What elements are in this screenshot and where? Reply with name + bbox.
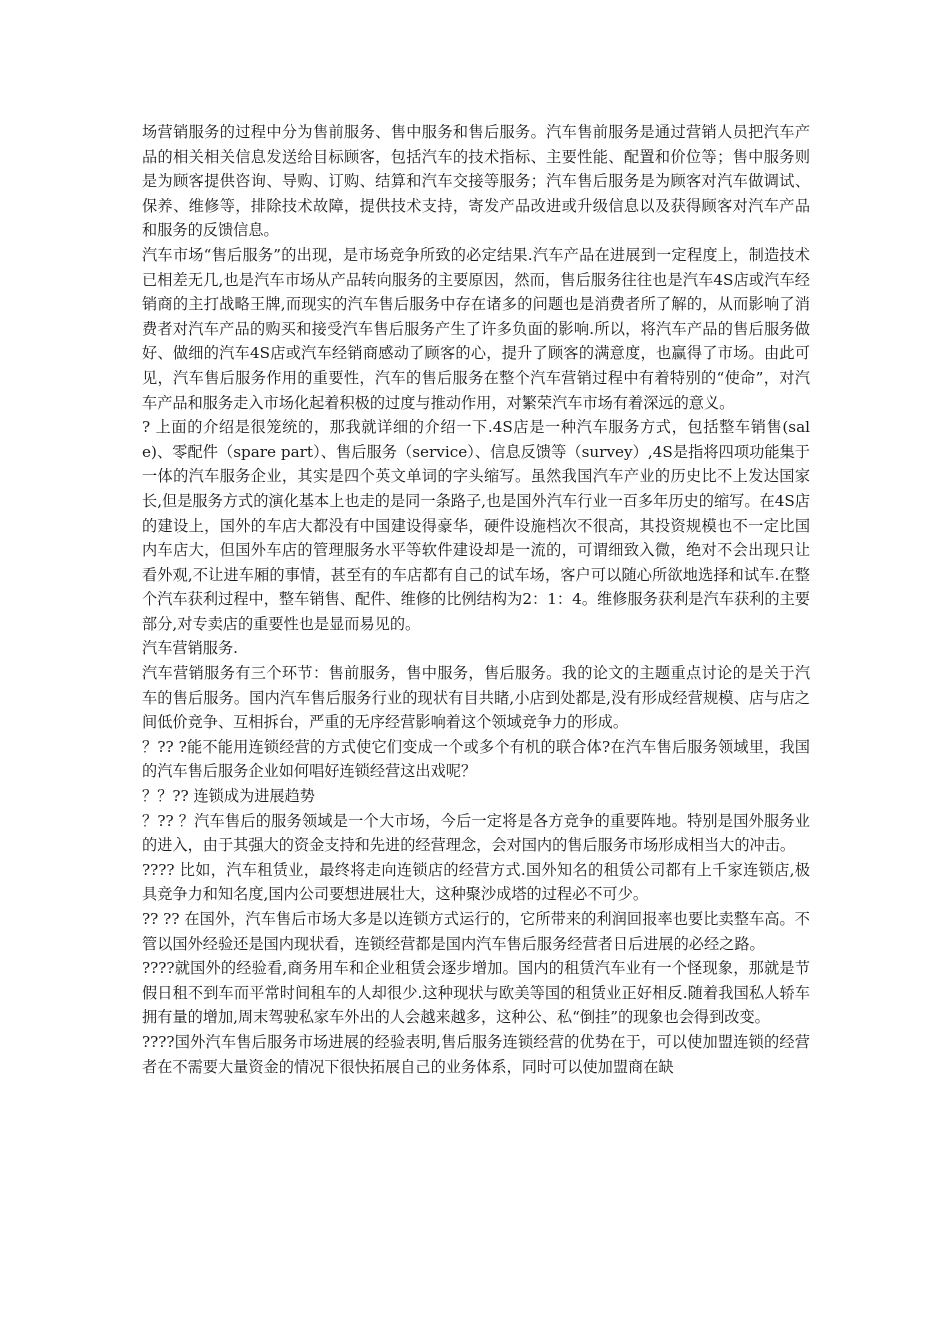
paragraph-after-sales-market: 汽车市场“售后服务”的出现，是市场竞争所致的必定结果.汽车产品在进展到一定程度上，制造技术已相差无几,也是汽车市场从产品转向服务的主要原因，然而，售后服务往往也是汽车4S店或汽车经销商的主打战略王牌,而现实的汽车售后服务中存在诸多的问题也是消费者所了解的，从而影响了消费者对汽车产品的购买和接受汽车售后服务产生了许多负面的影响.所以，将汽车产品的售后服务做好、做细的汽车4S店或汽车经销商感动了顾客的心，提升了顾客的满意度，也赢得了市场。由此可见，汽车售后服务作用的重要性，汽车的售后服务在整个汽车营销过程中有着特别的“使命”，对汽车产品和服务走入市场化起着积极的过度与推动作用，对繁荣汽车市场有着深远的意义。 <box>142 245 810 412</box>
paragraph-three-stages: 汽车营销服务有三个环节：售前服务，售中服务，售后服务。我的论文的主题重点讨论的是关于汽车的售后服务。国内汽车售后服务行业的现状有目共睹,小店到处都是,没有形成经营规模、店与店之间低价竞争、互相拆台，严重的无序经营影响着这个领域竞争力的形成。 <box>142 664 810 732</box>
paragraph-foreign-chain: ?? ?? 在国外，汽车售后市场大多是以连锁方式运行的，它所带来的利润回报率也要比卖整车高。不管以国外经验还是国内现状看，连锁经营都是国内汽车售后服务经营者日后进展的必经之路。 <box>142 910 810 953</box>
paragraph-big-market: ？?? ？汽车售后的服务领域是一个大市场，今后一定将是各方竞争的重要阵地。特别是国外服务业的进入，由于其强大的资金支持和先进的经营理念，会对国内的售后服务市场形成相当大的冲击。 <box>142 811 810 855</box>
paragraph-4s-store-intro: ? 上面的介绍是很笼统的，那我就详细的介绍一下.4S店是一种汽车服务方式，包括整车销售(sale)、零配件（spare part）、售后服务（service）、信息反馈等（survey）,4S是指将四项功能集于一体的汽车服务企业，其实是四个英文单词的字头缩写。虽然我国汽车产业的历史比不上发达国家长,但是服务方式的演化基本上也走的是同一条路子,也是国外汽车行业一百多年历史的缩写。在4S店的建设上，国外的车店大都没有中国建设得豪华，硬件设施档次不很高，其投资规模也不一定比国内车店大，但国外车店的管理服务水平等软件建设却是一流的，可谓细致入微，绝对不会出现只让看外观,不让进车厢的事情，甚至有的车店都有自己的试车场，客户可以随心所欲地选择和试车.在整个汽车获利过程中，整车销售、配件、维修的比例结构为2：1：4。维修服务获利是汽车获利的主要部分,对专卖店的重要性也是显而易见的。 <box>142 418 810 633</box>
paragraph-section-heading: 汽车营销服务. <box>142 639 238 658</box>
paragraph-service-stages: 场营销服务的过程中分为售前服务、售中服务和售后服务。汽车售前服务是通过营销人员把汽车产品的相关相关信息发送给目标顾客，包括汽车的技术指标、主要性能、配置和价位等；售中服务则是为顾客提供咨询、导购、订购、结算和汽车交接等服务；汽车售后服务是为顾客对汽车做调试、保养、维修等，排除技术故障，提供技术支持，寄发产品改进或升级信息以及获得顾客对汽车产品和服务的反馈信息。 <box>142 123 810 240</box>
paragraph-rental-trend: ????就国外的经验看,商务用车和企业租赁会逐步增加。国内的租赁汽车业有一个怪现象，那就是节假日租不到车而平常时间租车的人却很少.这种现状与欧美等国的租赁业正好相反.随着我国私人轿车拥有量的增加,周末驾驶私家车外出的人会越来越多，这种公、私“倒挂”的现象也会得到改变。 <box>142 959 810 1027</box>
paragraph-trend-heading: ？？?? 连锁成为进展趋势 <box>142 787 315 806</box>
paragraph-chain-question: ？?? ?能不能用连锁经营的方式使它们变成一个或多个有机的联合体?在汽车售后服务领域里，我国的汽车售后服务企业如何唱好连锁经营这出戏呢？ <box>142 737 810 781</box>
document-body <box>142 120 810 1079</box>
paragraph-chain-advantage: ????国外汽车售后服务市场进展的经验表明,售后服务连锁经营的优势在于，可以使加盟连锁的经营者在不需要大量资金的情况下很快拓展自己的业务体系，同时可以使加盟商在缺 <box>142 1032 810 1076</box>
paragraph-rental-example: ???? 比如，汽车租赁业，最终将走向连锁店的经营方式.国外知名的租赁公司都有上千家连锁店,极具竞争力和知名度,国内公司要想进展壮大，这种聚沙成塔的过程必不可少。 <box>142 860 810 904</box>
